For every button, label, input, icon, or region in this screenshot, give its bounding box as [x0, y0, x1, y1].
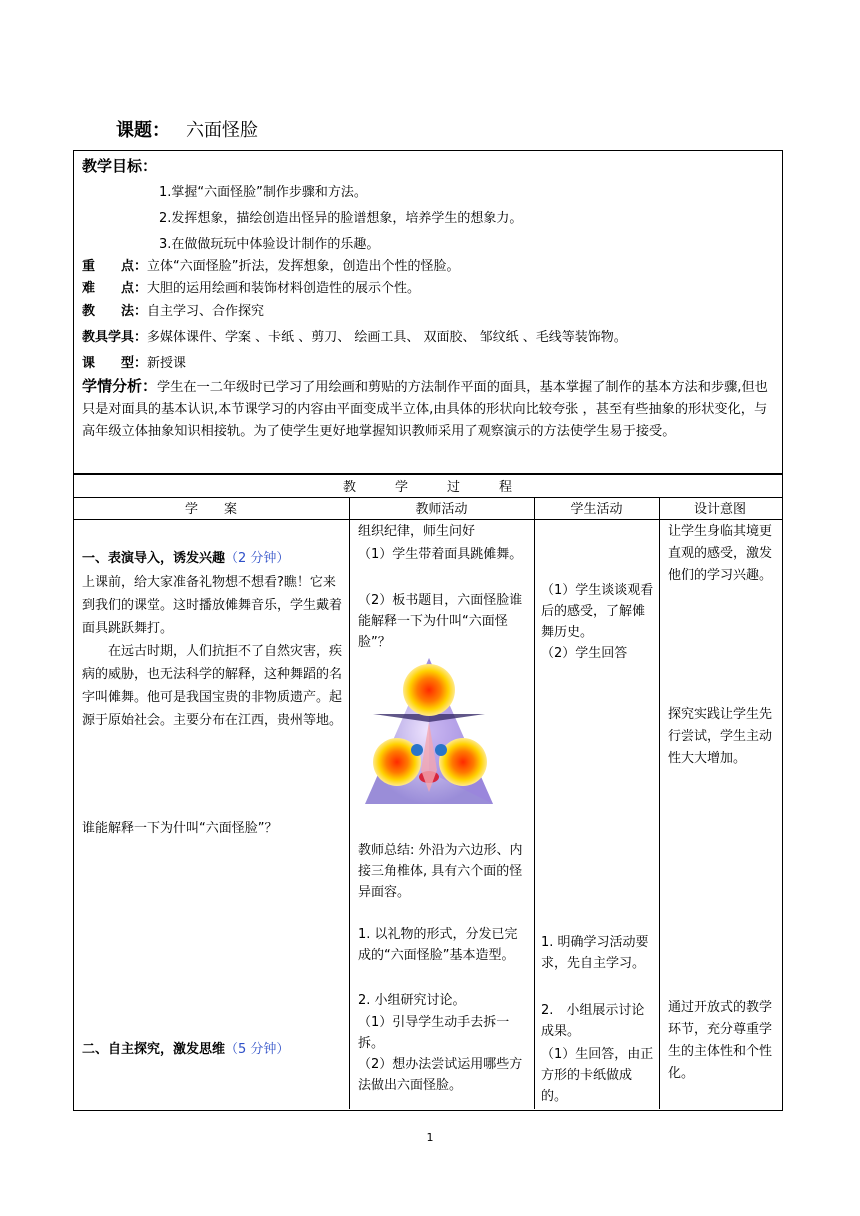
objective-1: 1.掌握“六面怪脸”制作步骤和方法。 [159, 185, 367, 200]
lesson-type-text: 新授课 [147, 356, 187, 371]
objective-2: 2.发挥想象，描绘创造出怪异的脸谱想象，培养学生的想象力。 [159, 211, 523, 226]
tools-text: 多媒体课件、学案 、卡纸 、剪刀、 绘画工具、 双面胶、 邹纹纸 、毛线等装饰物。 [147, 330, 627, 345]
section-1-time: （2 分钟） [225, 551, 290, 566]
plan-question: 谁能解释一下为什叫“六面怪脸”？ [82, 821, 278, 836]
method-line [82, 302, 774, 322]
method-text: 自主学习、合作探究 [147, 304, 265, 319]
key-point-label: 重 点： [82, 259, 148, 274]
plan-paragraph-1: 上课前，给大家准备礼物想不想看?瞧！它来到我们的课堂。这时播放傩舞音乐，学生戴着面具跳跃舞打。 [82, 575, 343, 636]
analysis-label: 学情分析： [82, 377, 158, 395]
teacher-activity-c: （2）板书题目，六面怪脸谁能解释一下为什叫“六面怪脸”？ [358, 593, 523, 650]
objective-3: 3.在做做玩玩中体验设计制作的乐趣。 [159, 237, 380, 252]
column-divider [659, 497, 660, 1109]
key-point-text: 立体“六面怪脸”折法，发挥想象，创造出个性的怪脸。 [147, 259, 460, 274]
tools-line [82, 328, 774, 348]
teacher-activity-d: 1. 以礼物的形式，分发已完成的“六面怪脸”基本造型。 [358, 927, 518, 963]
six-face-mask-image [359, 652, 499, 820]
teacher-activity-g: （2）想办法尝试运用哪些方法做出六面怪脸。 [358, 1057, 523, 1093]
plan-paragraph-2: 在远古时期，人们抗拒不了自然灾害，疾病的威胁，也无法科学的解释，这种舞蹈的名字叫傩舞。他可是我国宝贵的非物质遗产。起源于原始社会。主要分布在江西，贵州等地。 [82, 644, 343, 728]
lesson-type-line [82, 354, 774, 374]
section-2-time: （5 分钟） [225, 1042, 290, 1057]
teacher-activity-b: （1）学生带着面具跳傩舞。 [358, 547, 523, 562]
page-number: 1 [426, 1131, 434, 1144]
tools-label: 教具学具： [82, 330, 148, 345]
teacher-summary: 教师总结: 外沿为六边形、内接三角椎体, 具有六个面的怪异面容。 [358, 843, 523, 900]
intent-c: 通过开放式的教学环节，充分尊重学生的主体性和个性化。 [668, 1000, 773, 1081]
section-1-title: 一、表演导入，诱发兴趣（2 分钟） [82, 551, 290, 566]
key-point-line [82, 257, 774, 277]
student-activity-a: （1）学生谈谈观看后的感受，了解傩舞历史。 [541, 583, 654, 640]
intent-a: 让学生身临其境更直观的感受，激发他们的学习兴趣。 [668, 524, 773, 583]
analysis-text: 学生在一二年级时已学习了用绘画和剪贴的方法制作平面的面具，基本掌握了制作的基本方法和步骤,但也只是对面具的基本认识,本节课学习的内容由平面变成半立体,由具体的形状向比较夸张 ，甚至有些抽象的形状变化，与高年级立体抽象知识相接轨。为了使学生更好地掌握知识教师采用了观察演示的方法使学生易于接受。 [82, 380, 768, 439]
student-activity-b: （2）学生回答 [541, 646, 628, 661]
difficulty-label: 难 点： [82, 281, 148, 296]
teacher-activity-f: （1）引导学生动手去拆一拆。 [358, 1015, 510, 1051]
column-header-student: 学生活动 [570, 502, 623, 517]
teacher-activity-a: 组织纪律，师生问好 [358, 524, 476, 539]
student-activity-e: （1）生回答，由正方形的卡纸做成的。 [541, 1047, 654, 1104]
column-divider [349, 497, 350, 1109]
column-header-teacher: 教师活动 [415, 502, 468, 517]
lesson-type-label: 课 型： [82, 356, 148, 371]
objectives-heading: 教学目标： [82, 157, 158, 175]
analysis-paragraph [82, 375, 770, 443]
section-2-title: 二、自主探究，激发思维（5 分钟） [82, 1042, 290, 1057]
intent-b: 探究实践让学生先行尝试，学生主动性大大增加。 [668, 707, 773, 766]
column-divider [534, 497, 535, 1109]
student-activity-d: 2. 小组展示讨论成果。 [541, 1003, 645, 1039]
page-title: 六面怪脸 [186, 120, 258, 141]
method-label: 教 法： [82, 304, 148, 319]
process-heading: 教 学 过 程 [342, 480, 512, 495]
teacher-activity-e: 2. 小组研究讨论。 [358, 993, 466, 1008]
column-header-plan: 学 案 [184, 502, 237, 517]
difficulty-text: 大胆的运用绘画和装饰材料创造性的展示个性。 [147, 281, 421, 296]
difficulty-line [82, 279, 774, 299]
title-label: 课题： [116, 120, 170, 141]
column-header-intent: 设计意图 [693, 502, 746, 517]
student-activity-c: 1. 明确学习活动要求，先自主学习。 [541, 935, 649, 971]
lesson-info-box [73, 150, 783, 475]
